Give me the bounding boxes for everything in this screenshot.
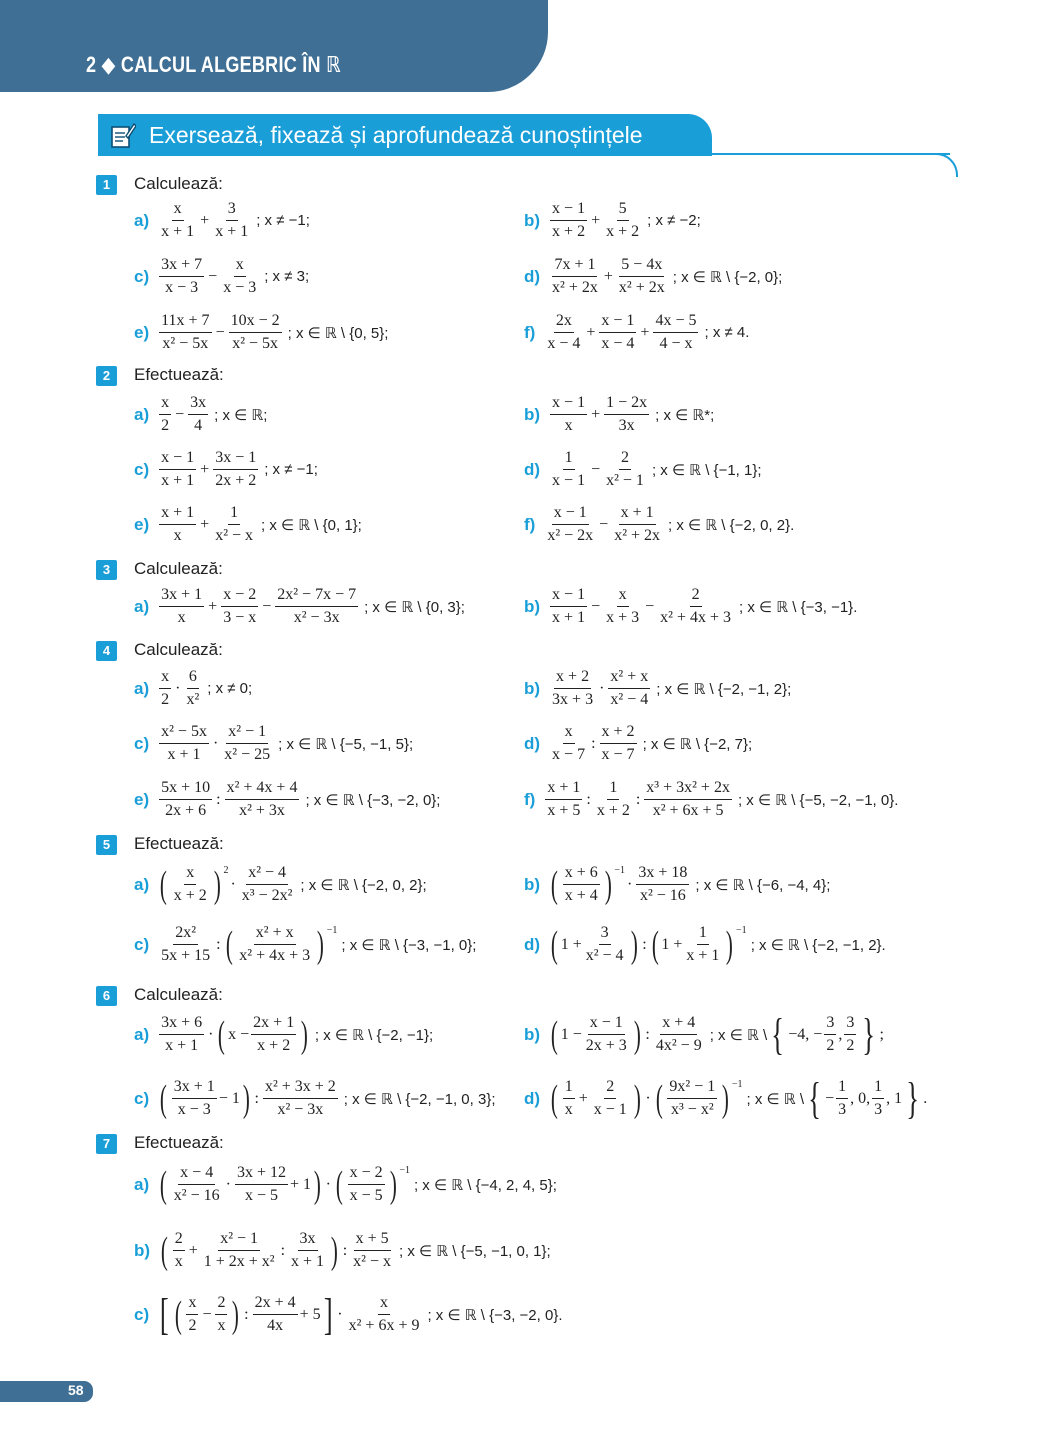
math-symbol: ; x ∈ ℝ \ [709,1026,768,1044]
fraction: $\frac{4x - 5}{4 - x}$ [655,312,697,352]
math-symbol: ( [550,923,558,966]
exercise-instruction: Calculează: [134,559,223,578]
fraction: $\frac{1}{x - 1}$ [552,449,586,489]
fraction: $\frac{x - 1}{x + 1}$ [552,586,586,626]
fraction: $\frac{x - 1}{\text{x² − 2x}}$ [547,504,594,544]
math-symbol: ; x ∈ ℝ \ {−3, −1}. [739,598,858,616]
exercise-instruction: Efectuează: [134,834,224,853]
section-underline-curve [916,153,958,177]
fraction: $\frac{x}{x + 2}$ [173,864,207,904]
fraction: $\frac{x - 1}{x - 4}$ [601,312,635,352]
math-symbol: ) [313,1163,321,1206]
exercise-item: a) $\frac{3x + 1}{x}$ + $\frac{x - 2}{3 - x}$ − $\frac{\text{2x² − 7x − 7}}{\text{x² − 3x}}$ ; x ∈ ℝ \ {0, 3}; [134,584,465,629]
item-label: a) [134,210,150,230]
chapter-banner [0,0,548,92]
fraction: $\frac{1}{x + 2}$ [596,779,630,819]
math-symbol: + [188,1241,198,1259]
fraction: $\frac{x + 1}{\text{x² + 2x}}$ [614,504,661,544]
fraction: $\frac{\text{x² − 1}}{\text{1 + 2x + x²}}$ [203,1230,275,1270]
exercise-item: b) $\frac{x - 1}{x}$ + $\frac{1 - 2x}{3x}$ ; x ∈ ℝ*; [524,392,714,437]
exercise-instruction: Calculează: [134,174,223,193]
fraction: $\frac{5 - 4x}{\text{x² + 2x}}$ [618,256,665,296]
section-title: Exersează, fixează și aprofundează cunoștințele [149,122,643,148]
fraction: $\frac{3}{x + 1}$ [215,200,249,240]
math-symbol: ) [242,1077,250,1120]
fraction: $\frac{\text{x² + 4x + 4}}{\text{x² + 3x}}$ [226,779,298,819]
fraction: $\frac{3x}{x + 1}$ [291,1230,325,1270]
math-symbol: ) [722,1077,730,1120]
math-symbol: } [862,1009,876,1059]
exercise-item: c) $\frac{\text{2x²}}{5x + 15}$ : ( $\frac{\text{x² + x}}{\text{x² + 4x + 3}}$ ) −1 ; x ∈ ℝ \ {−3, −1, 0}; [134,923,477,966]
fraction: $\frac{1}{3}$ [838,1078,847,1118]
math-symbol: ; x ∈ ℝ \ [746,1090,804,1108]
exercise-item: b) ( 1 − $\frac{x - 1}{2x + 3}$ ) : $\frac{x + 4}{\text{4x² − 9}}$ ; x ∈ ℝ \ { −4, − $\frac{3}{2}$ , $\frac{3}{2}$ } ; [524,1009,884,1059]
math-symbol: ; x ∈ ℝ*; [655,406,715,424]
fraction: $\frac{x}{x + 3}$ [606,586,640,626]
exercise-item: a) $\frac{x}{2}$ − $\frac{3x}{4}$ ; x ∈ ℝ; [134,392,267,437]
math-symbol: ) [389,1163,397,1206]
math-symbol: − [591,460,601,478]
fraction: $\frac{x}{2}$ [188,1294,197,1334]
math-symbol: ; x ∈ ℝ \ {−2, −1, 0, 3}; [343,1090,496,1108]
fraction: $\frac{3x + 18}{\text{x² − 16}}$ [638,864,688,904]
math-symbol: · [337,1305,343,1323]
math-symbol: ) [330,1229,338,1272]
exercise-item [134,198,310,243]
math-symbol: ; x ∈ ℝ \ {−2, −1, 2}. [750,936,886,954]
fraction: $\frac{10x - 2}{\text{x² − 5x}}$ [230,312,280,352]
math-symbol: ( [655,1077,663,1120]
math-symbol: ; x ∈ ℝ \ {−5, −2, −1, 0}. [737,791,899,809]
fraction: $\frac{x + 6}{x + 4}$ [564,864,598,904]
fraction: $\frac{\text{2x²}}{5x + 15}$ [161,924,211,964]
math-symbol: : [216,935,221,953]
fraction: $\frac{x}{x - 3}$ [223,256,257,296]
fraction: $\frac{x - 1}{2x + 3}$ [585,1014,627,1054]
exercise-item: b) $\frac{x - 1}{x + 1}$ − $\frac{x}{x + 3}$ − $\frac{2}{\text{x² + 4x + 3}}$ ; x ∈ ℝ \ {−3, −1}. [524,584,857,629]
math-symbol: ; x ∈ ℝ \ {0, 5}; [287,324,389,342]
math-symbol: + [200,515,210,533]
exercise-item: d) $\frac{7x + 1}{\text{x² + 2x}}$ + $\frac{5 - 4x}{\text{x² + 2x}}$ ; x ∈ ℝ \ {−2, 0}; [524,254,782,299]
math-symbol: ; x ∈ ℝ \ {−2, 7}; [642,735,753,753]
exercise-item: a) ( $\frac{x}{x + 2}$ ) 2 · $\frac{\text{x² − 4}}{\text{x³ − 2x²}}$ ; x ∈ ℝ \ {−2, 0, 2}; [134,863,427,906]
exercise-number: 2 [96,366,117,386]
math-symbol: + [586,323,596,341]
math-symbol: ; x ≠ −1; [264,461,318,478]
fraction: $\frac{1 - 2x}{3x}$ [606,394,648,434]
math-symbol: ; x ∈ ℝ \ {−2, −1, 2}; [656,680,792,698]
math-symbol: } [906,1073,920,1123]
math-symbol: + [603,267,613,285]
math-symbol: ; x ∈ ℝ \ {−5, −1, 0, 1}; [399,1242,551,1260]
math-symbol: ; x ∈ ℝ \ {−2, 0, 2}. [668,516,795,534]
math-symbol: : [254,1089,259,1107]
fraction: $\frac{2}{x - 1}$ [593,1078,627,1118]
math-symbol: ; x ∈ ℝ \ {−2, −1}; [314,1026,434,1044]
fraction: $\frac{11x + 7}{\text{x² − 5x}}$ [161,312,210,352]
math-symbol: ( [159,1077,167,1120]
math-symbol: : [244,1305,249,1323]
fraction: $\frac{6}{\text{x²}}$ [186,668,200,708]
math-symbol: : [342,1241,348,1259]
fraction: $\frac{\text{x² + x}}{\text{x² + 4x + 3}}$ [239,924,311,964]
fraction: $\frac{x + 2}{3x + 3}$ [552,668,594,708]
fraction: $\frac{3}{\text{x² − 4}}$ [585,924,624,964]
exercise-item: c) $\frac{3x + 7}{x - 3}$ − $\frac{x}{x - 3}$ ; x ≠ 3; [134,254,309,299]
math-symbol: −1 [731,1079,743,1090]
math-symbol: · [175,679,181,697]
math-symbol: + [591,405,601,423]
math-symbol: ; x ∈ ℝ \ {0, 3}; [364,598,465,616]
math-symbol: + [208,597,218,615]
fraction: $\frac{3x + 1}{x - 3}$ [173,1078,215,1118]
math-symbol: : [586,790,591,808]
math-symbol: : [591,734,596,752]
fraction: $\frac{x + 1}{x + 5}$ [547,779,581,819]
section-underline [98,153,950,155]
math-symbol: : [280,1241,286,1259]
chapter-title: 2 ◆ CALCUL ALGEBRIC ÎN ℝ [86,52,341,77]
math-symbol: ) [604,863,612,906]
math-symbol: − [262,597,272,615]
math-symbol: − [591,597,601,615]
fraction: $\frac{x}{x - 7}$ [552,723,586,763]
math-symbol: − [599,515,609,533]
math-symbol: + [578,1089,588,1107]
exercise-item: c) [ ( $\frac{x}{2}$ − $\frac{2}{x}$ ) : $\frac{2x + 4}{4x}$ + 5 ] · $\frac{x}{\text{x² + 6x + 9}}$ ; x ∈ ℝ \ {−3, −2, 0}. [134,1289,563,1339]
math-symbol: ] [323,1289,333,1339]
exercise-number: 4 [96,641,117,661]
fraction: $\frac{x - 2}{3 - x}$ [223,586,257,626]
math-symbol: + [200,460,210,478]
exercise-item: d) ( 1 + $\frac{3}{\text{x² − 4}}$ ) : ( 1 + $\frac{1}{x + 1}$ ) −1 ; x ∈ ℝ \ {−2, −1, 2}. [524,923,886,966]
math-symbol: ( [550,863,558,906]
math-symbol: −1 [614,865,626,876]
exercise-item: e) $\frac{x + 1}{x}$ + $\frac{1}{\text{x² − x}}$ ; x ∈ ℝ \ {0, 1}; [134,502,362,547]
math-symbol: − [208,267,218,285]
math-symbol: ; x ≠ −2; [647,212,701,229]
math-symbol: · [325,1175,331,1193]
fraction: $\frac{x}{\text{x² + 6x + 9}}$ [348,1294,420,1334]
fraction: $\frac{2}{\text{x² − 1}}$ [606,449,644,489]
math-symbol: : [635,790,641,808]
fraction: $\frac{x - 1}{x}$ [552,394,586,434]
exercise-item: f) $\frac{2x}{x - 4}$ + $\frac{x - 1}{x - 4}$ + $\frac{4x - 5}{4 - x}$ ; x ≠ 4. [524,310,749,355]
math-symbol: ) [633,1013,641,1056]
math-symbol: · [599,679,605,697]
fraction: $\frac{\text{x² + x}}{\text{x² − 4}}$ [610,668,649,708]
math-symbol: −1 [399,1165,410,1176]
fraction: $\frac{\text{9x² − 1}}{\text{x³ − x²}}$ [669,1078,716,1118]
math-symbol: · [208,1025,214,1043]
math-symbol: · [645,1089,651,1107]
fraction: $\frac{2}{\text{x² + 4x + 3}}$ [660,586,732,626]
math-symbol: { [771,1009,785,1059]
math-symbol: −1 [326,925,338,936]
math-symbol: ; x ∈ ℝ \ {−3, −2, 0}; [305,791,441,809]
fraction: $\frac{x + 2}{x - 7}$ [601,723,635,763]
fraction: $\frac{x + 4}{\text{4x² − 9}}$ [655,1014,702,1054]
math-symbol: { [808,1073,821,1123]
exercise-item: a) $\frac{x}{2}$ · $\frac{6}{\text{x²}}$ ; x ≠ 0; [134,666,252,711]
math-symbol: · [212,734,219,752]
math-symbol: + [591,211,601,229]
math-symbol: : [642,935,647,953]
fraction: $\frac{3x}{4}$ [190,394,207,434]
math-symbol: ) [726,923,734,966]
fraction: $\frac{2}{x}$ [174,1230,183,1270]
math-symbol: ; x ≠ 0; [207,680,253,697]
math-symbol: ( [159,1163,167,1206]
math-symbol: ; x ∈ ℝ \ {−5, −1, 5}; [278,735,414,753]
exercise-instruction: Efectuează: [134,365,224,384]
fraction: $\frac{x + 1}{x}$ [161,504,195,544]
exercise-instruction: Calculează: [134,985,223,1004]
exercise-item: c) $\frac{x - 1}{x + 1}$ + $\frac{3x - 1}{2x + 2}$ ; x ≠ −1; [134,447,318,492]
fraction: $\frac{\text{x² − 1}}{\text{x² − 25}}$ [224,723,271,763]
math-symbol: ( [160,1229,168,1272]
exercise-number: 1 [96,175,117,195]
exercise-item: a) ( $\frac{x - 4}{\text{x² − 16}}$ · $\frac{3x + 12}{x - 5}$ + 1 ) · ( $\frac{x - 2}{x - 5}$ ) −1 ; x ∈ ℝ \ {−4, 2, 4, 5}; [134,1163,557,1206]
math-symbol: : [645,1025,650,1043]
fraction: $\frac{3x + 6}{x + 1}$ [161,1014,203,1054]
math-symbol: ; x ≠ 3; [264,268,310,285]
exercise-number: 7 [96,1134,117,1154]
math-symbol: ; x ∈ ℝ \ {−1, 1}; [651,461,762,479]
exercise-item: b) ( $\frac{x + 6}{x + 4}$ ) −1 · $\frac{3x + 18}{\text{x² − 16}}$ ; x ∈ ℝ \ {−6, −4, 4}; [524,863,831,906]
fraction: $\frac{5x + 10}{2x + 6}$ [161,779,211,819]
exercise-item: d) $\frac{x}{x - 7}$ : $\frac{x + 2}{x - 7}$ ; x ∈ ℝ \ {−2, 7}; [524,721,752,766]
exercise-item: e) $\frac{11x + 7}{\text{x² − 5x}}$ − $\frac{10x - 2}{\text{x² − 5x}}$ ; x ∈ ℝ \ {0, 5}; [134,310,388,355]
fraction: $\frac{2x + 4}{4x}$ [254,1294,296,1334]
exercise-item: b) $\frac{x + 2}{3x + 3}$ · $\frac{\text{x² + x}}{\text{x² − 4}}$ ; x ∈ ℝ \ {−2, −1, 2}; [524,666,791,711]
math-symbol: · [225,1175,231,1193]
page-number: 58 [68,1382,84,1398]
math-symbol: −1 [736,925,747,936]
math-symbol: · [627,875,633,893]
fraction: $\frac{3x + 1}{x}$ [161,586,203,626]
math-symbol: ) [301,1013,309,1056]
fraction: $\frac{x + 5}{\text{x² − x}}$ [353,1230,391,1270]
math-symbol: ; x ∈ ℝ; [214,406,268,424]
fraction: $\frac{1}{3}$ [874,1078,883,1118]
math-symbol: − [215,323,225,341]
fraction: $\frac{\text{2x² − 7x − 7}}{\text{x² − 3x}}$ [277,586,357,626]
math-symbol: ; x ∈ ℝ \ {−3, −1, 0}; [341,936,477,954]
exercise-item: a) $\frac{3x + 6}{x + 1}$ · ( x − $\frac{2x + 1}{x + 2}$ ) ; x ∈ ℝ \ {−2, −1}; [134,1013,434,1056]
exercise-item: d) $\frac{1}{x - 1}$ − $\frac{2}{\text{x² − 1}}$ ; x ∈ ℝ \ {−1, 1}; [524,447,762,492]
math-symbol: [ [160,1289,169,1339]
exercise-number: 5 [96,835,117,855]
math-symbol: ( [651,923,659,966]
exercise-item: e) $\frac{5x + 10}{2x + 6}$ : $\frac{\text{x² + 4x + 4}}{\text{x² + 3x}}$ ; x ∈ ℝ \ {−3, −2, 0}; [134,777,440,822]
math-symbol: + [640,323,650,341]
fraction: $\frac{x}{x + 1}$ [161,200,195,240]
fraction: $\frac{x}{2}$ [161,394,170,434]
math-symbol: ; x ∈ ℝ \ {−2, 0, 2}; [300,876,427,894]
fraction: $\frac{\text{x² − 4}}{\text{x³ − 2x²}}$ [241,864,293,904]
math-symbol: · [230,875,236,893]
math-symbol: ( [225,923,233,966]
math-symbol: ( [550,1077,558,1120]
fraction: $\frac{x}{2}$ [161,668,170,708]
math-symbol: − [645,597,655,615]
fraction: $\frac{3x + 7}{x - 3}$ [161,256,203,296]
fraction: $\frac{3x + 12}{x - 5}$ [236,1164,286,1204]
math-symbol: ) [316,923,324,966]
math-symbol: + [200,211,210,229]
exercise-item: c) $\frac{\text{x² − 5x}}{x + 1}$ · $\frac{\text{x² − 1}}{\text{x² − 25}}$ ; x ∈ ℝ \ {−5, −1, 5}; [134,721,413,766]
math-symbol: ; x ∈ ℝ \ {−2, 0}; [672,268,783,286]
exercise-item: f) $\frac{x - 1}{\text{x² − 2x}}$ − $\frac{x + 1}{\text{x² + 2x}}$ ; x ∈ ℝ \ {−2, 0, 2}. [524,502,794,547]
math-symbol: : [216,790,221,808]
fraction: $\frac{3}{2}$ [826,1014,835,1054]
math-symbol: − [175,405,185,423]
math-symbol: ; x ≠ −1; [256,212,310,229]
math-symbol: ; x ∈ ℝ \ {−4, 2, 4, 5}; [413,1176,557,1194]
math-symbol: ( [159,863,167,906]
fraction: $\frac{5}{x + 2}$ [606,200,640,240]
math-symbol: ( [218,1013,226,1056]
fraction: $\frac{x - 1}{x + 1}$ [161,449,195,489]
fraction: $\frac{1}{x}$ [564,1078,573,1118]
exercise-item: f) $\frac{x + 1}{x + 5}$ : $\frac{1}{x + 2}$ : $\frac{\text{x³ + 3x² + 2x}}{\text{x² + 6x + 5}}$ ; x ∈ ℝ \ {−5, −2, −1, 0}. [524,777,898,822]
math-symbol: ) [633,1077,641,1120]
fraction: $\frac{\text{x² − 5x}}{x + 1}$ [161,723,207,763]
exercise-number: 6 [96,986,117,1006]
fraction: $\frac{3}{2}$ [846,1014,855,1054]
exercise-item: b) $\frac{x - 1}{x + 2}$ + $\frac{5}{x + 2}$ ; x ≠ −2; [524,198,701,243]
fraction: $\frac{\text{x² + 3x + 2}}{\text{x² − 3x}}$ [264,1078,336,1118]
math-symbol: ; x ≠ 4. [704,324,750,341]
exercise-item: b) ( $\frac{2}{x}$ + $\frac{\text{x² − 1}}{\text{1 + 2x + x²}}$ : $\frac{3x}{x + 1}$ ) : $\frac{x + 5}{\text{x² − x}}$ ; x ∈ ℝ \ {−5, −1, 0, 1}; [134,1229,551,1272]
exercise-instruction: Efectuează: [134,1133,224,1152]
math-symbol: ; x ∈ ℝ \ {0, 1}; [261,516,362,534]
fraction: $\frac{1}{x + 1}$ [686,924,720,964]
math-symbol: ( [550,1013,558,1056]
exercise-item: d) ( $\frac{1}{x}$ + $\frac{2}{x - 1}$ ) · ( $\frac{\text{9x² − 1}}{\text{x³ − x²}}$ ) −1 ; x ∈ ℝ \ { − $\frac{1}{3}$ , 0, $\frac{1}{3}$ , 1 } . [524,1073,928,1123]
fraction: $\frac{x - 2}{x - 5}$ [349,1164,383,1204]
notepad-pencil-icon [110,121,136,149]
fraction: $\frac{x - 1}{x + 2}$ [552,200,586,240]
math-symbol: ) [630,923,638,966]
fraction: $\frac{\text{x³ + 3x² + 2x}}{\text{x² + 6x + 5}}$ [646,779,730,819]
math-symbol: ; x ∈ ℝ \ {−3, −2, 0}. [427,1306,563,1324]
math-symbol: − [202,1305,212,1323]
fraction: $\frac{x - 4}{\text{x² − 16}}$ [173,1164,220,1204]
exercise-number: 3 [96,560,117,580]
math-symbol: 2 [223,865,229,876]
exercise-instruction: Calculează: [134,640,223,659]
fraction: $\frac{1}{\text{x² − x}}$ [215,504,254,544]
fraction: $\frac{2x}{x - 4}$ [547,312,581,352]
math-symbol: ( [335,1163,343,1206]
math-symbol: ) [213,863,221,906]
fraction: $\frac{7x + 1}{\text{x² + 2x}}$ [552,256,598,296]
fraction: $\frac{2}{x}$ [217,1294,226,1334]
exercise-item: c) ( $\frac{3x + 1}{x - 3}$ − 1 ) : $\frac{\text{x² + 3x + 2}}{\text{x² − 3x}}$ ; x ∈ ℝ \ {−2, −1, 0, 3}; [134,1077,496,1120]
fraction: $\frac{2x + 1}{x + 2}$ [253,1014,295,1054]
math-symbol: ( [174,1293,182,1336]
math-symbol: ; x ∈ ℝ \ {−6, −4, 4}; [695,876,831,894]
fraction: $\frac{3x - 1}{2x + 2}$ [215,449,257,489]
math-symbol: ) [232,1293,240,1336]
